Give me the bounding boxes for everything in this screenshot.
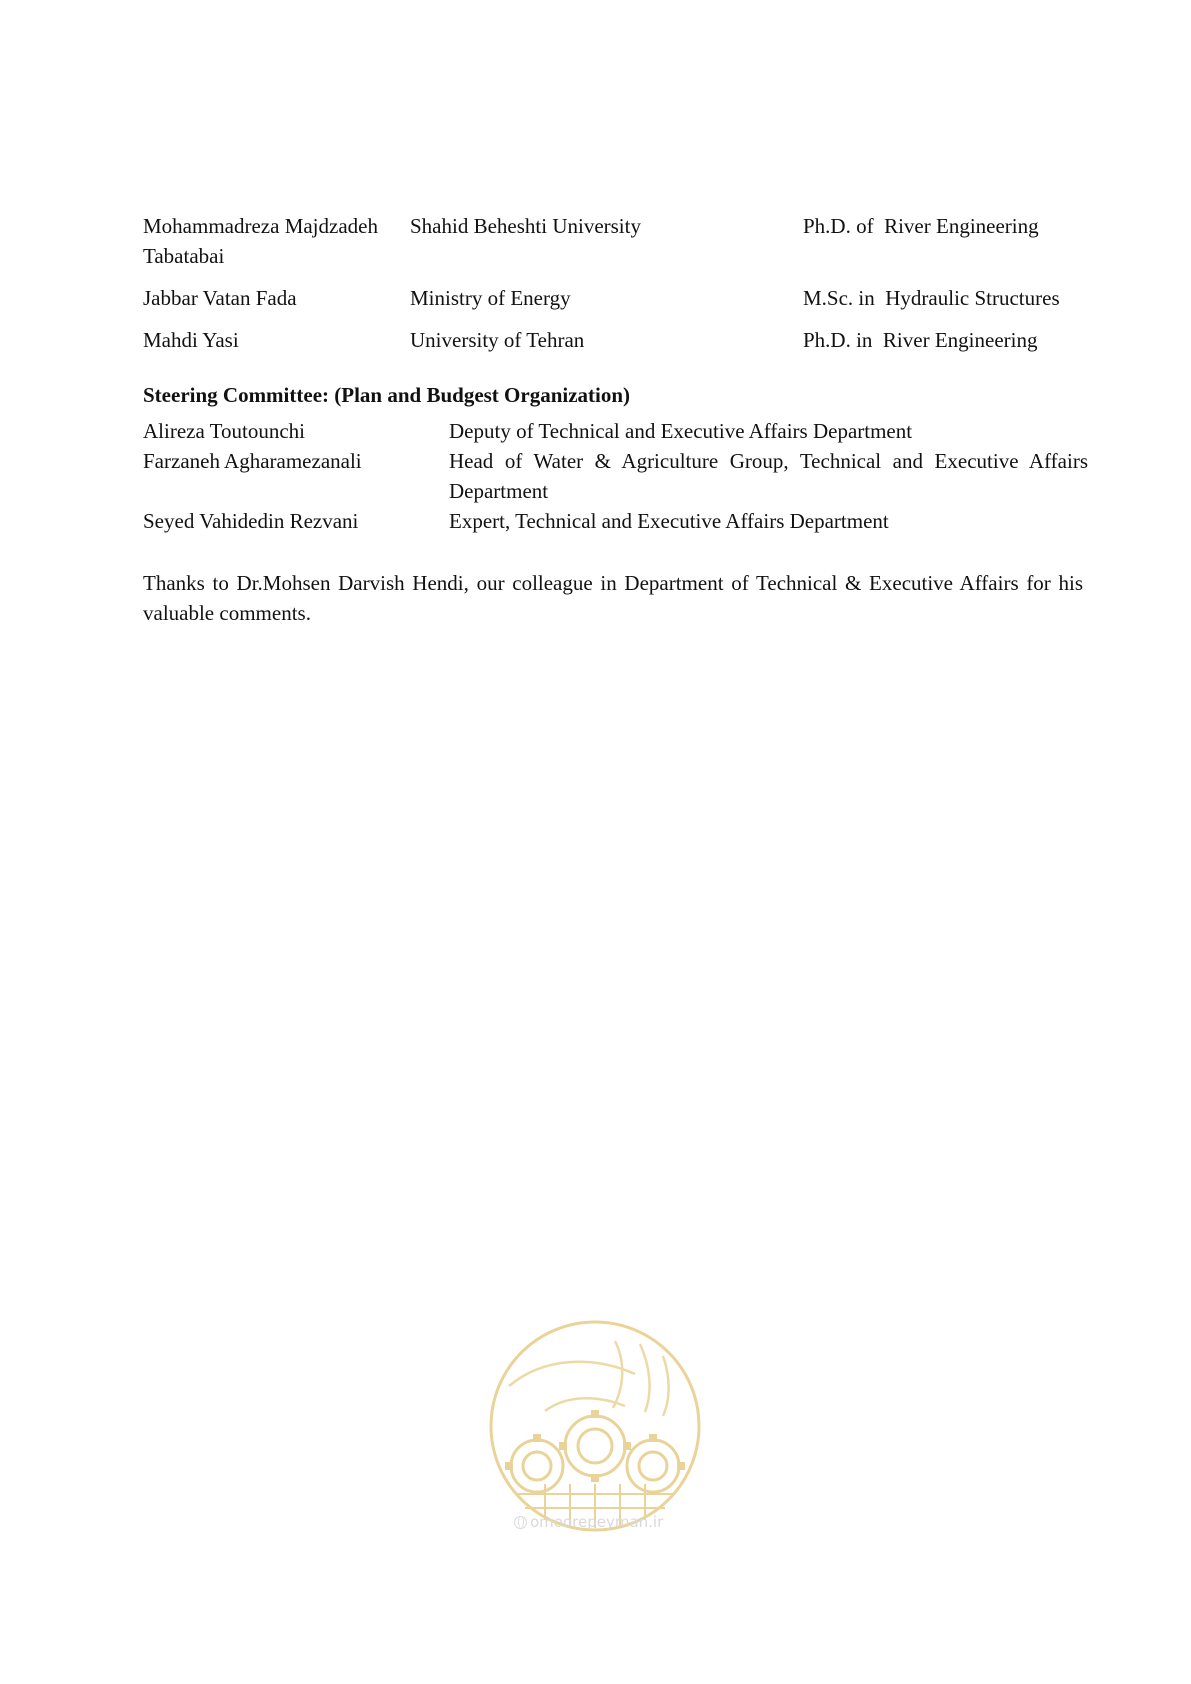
- steering-member-role: Head of Water & Agriculture Group, Technical and Executive Affairs Department: [449, 449, 1088, 503]
- watermark-site: [514, 1512, 663, 1532]
- globe-icon: [514, 1516, 527, 1529]
- member-organization: University of Tehran: [410, 328, 585, 352]
- member-organization: Ministry of Energy: [410, 286, 571, 310]
- member-name: Mohammadreza Majdzadeh Tabatabai: [143, 214, 378, 268]
- member-name: Jabbar Vatan Fada: [143, 286, 297, 310]
- steering-member-name: Farzaneh Agharamezanali: [143, 449, 362, 473]
- committee-member-table: [143, 211, 1093, 367]
- steering-member-name: Alireza Toutounchi: [143, 419, 306, 443]
- steering-member-row: [143, 416, 1088, 446]
- member-degree: Ph.D. of River Engineering: [803, 214, 1039, 238]
- member-degree: M.Sc. in Hydraulic Structures: [803, 286, 1060, 310]
- member-row: [143, 283, 1093, 313]
- member-name: Mahdi Yasi: [143, 328, 239, 352]
- member-row: [143, 325, 1093, 355]
- watermark-site-text: omoorepeyman.ir: [530, 1513, 664, 1531]
- steering-committee-heading: Steering Committee: (Plan and Budgest Organization): [143, 383, 631, 407]
- acknowledgement-paragraph: Thanks to Dr.Mohsen Darvish Hendi, our colleague in Department of Technical & Executive Affairs for his valuable comments.: [143, 571, 1083, 625]
- member-degree: Ph.D. in River Engineering: [803, 328, 1038, 352]
- member-organization: Shahid Beheshti University: [410, 214, 641, 238]
- steering-member-name: Seyed Vahidedin Rezvani: [143, 509, 359, 533]
- steering-member-row: [143, 506, 1088, 536]
- steering-member-role: Deputy of Technical and Executive Affairs Department: [449, 419, 913, 443]
- steering-member-row: [143, 446, 1088, 506]
- steering-member-role: Expert, Technical and Executive Affairs Department: [449, 509, 889, 533]
- watermark-logo: [485, 1316, 705, 1536]
- steering-committee-list: [143, 416, 1088, 536]
- member-row: [143, 211, 1093, 271]
